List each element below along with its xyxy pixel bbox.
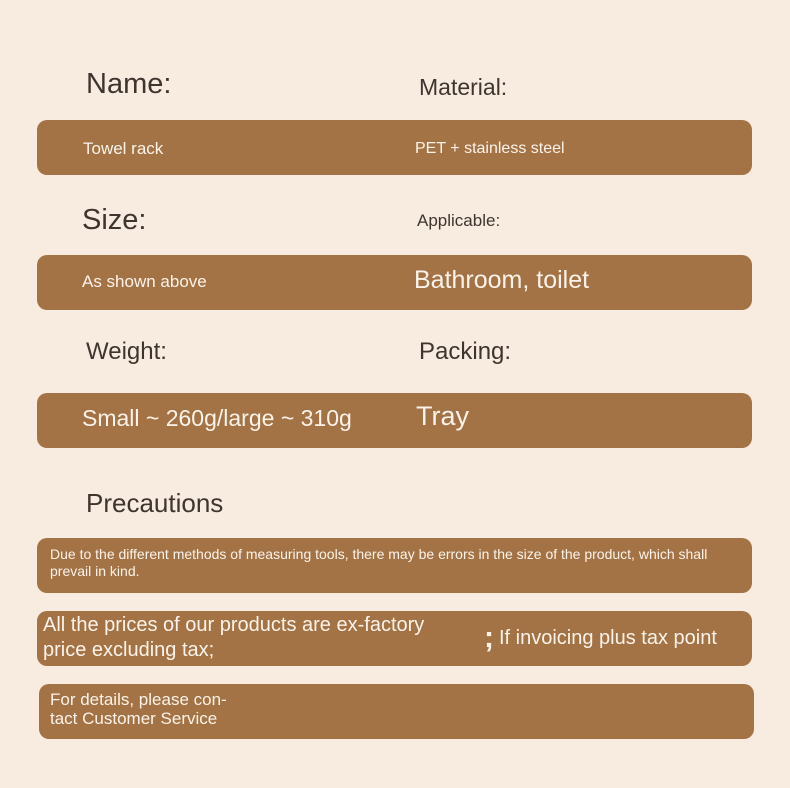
precaution-note-3-line-1: For details, please con- — [50, 690, 227, 709]
precaution-note-3 — [39, 684, 754, 739]
precaution-note-2-right: If invoicing plus tax point — [499, 627, 717, 649]
size-value: As shown above — [82, 272, 207, 291]
weight-label: Weight: — [86, 338, 167, 365]
precaution-note-1-text: Due to the different methods of measuring tools, there may be errors in the size of the product, which shall prevail in kind. — [50, 546, 708, 579]
precaution-note-3-line-2: tact Customer Service — [50, 709, 218, 728]
material-label: Material: — [419, 74, 508, 100]
precaution-note-2-line-1: All the prices of our products are ex-factory — [43, 614, 425, 636]
precaution-note-2 — [37, 611, 752, 666]
precaution-note-1 — [37, 538, 752, 593]
weight-value: Small ~ 260g/large ~ 310g — [82, 405, 352, 431]
size-label: Size: — [82, 204, 147, 236]
name-value: Towel rack — [83, 139, 164, 158]
precaution-note-2-semicolon: ; — [484, 621, 494, 654]
precautions-title: Precautions — [86, 488, 224, 518]
size-applicable-bar — [37, 255, 752, 310]
applicable-label: Applicable: — [417, 211, 501, 230]
precaution-note-2-line-2: price excluding tax; — [43, 639, 215, 661]
applicable-value: Bathroom, toilet — [414, 266, 590, 294]
packing-value: Tray — [416, 401, 469, 431]
name-material-bar — [37, 120, 752, 175]
name-label: Name: — [86, 68, 172, 100]
packing-label: Packing: — [419, 338, 512, 365]
material-value: PET + stainless steel — [415, 140, 565, 157]
weight-packing-bar — [37, 393, 752, 448]
